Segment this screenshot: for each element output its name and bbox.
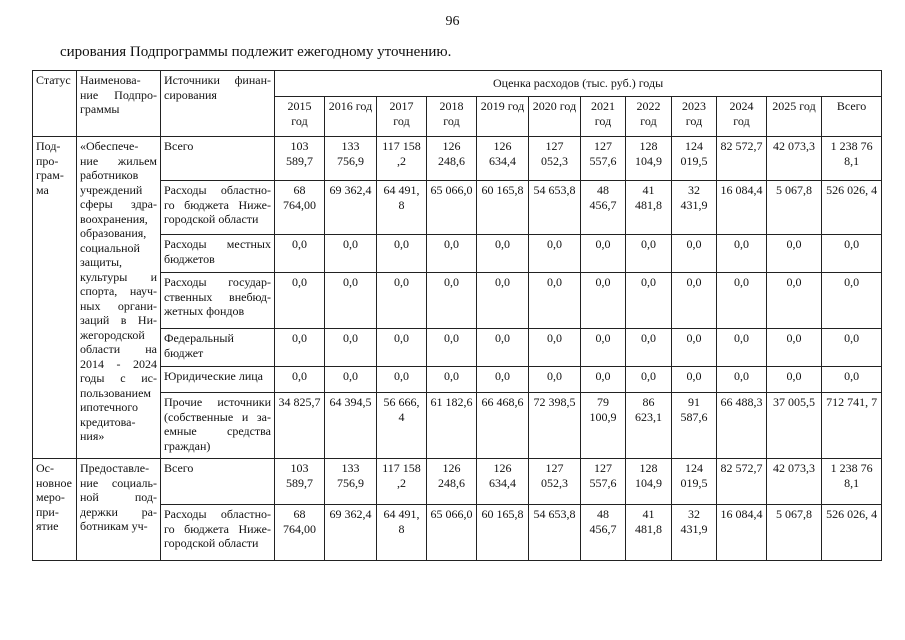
value-cell: 48 456,7 (581, 181, 626, 235)
value-cell: 0,0 (767, 273, 822, 329)
value-cell: 82 572,7 (717, 459, 767, 505)
header-year: 2024 год (717, 97, 767, 137)
value-cell: 0,0 (477, 273, 529, 329)
table-row (33, 137, 882, 181)
value-cell: 0,0 (672, 329, 717, 367)
value-cell: 124 019,5 (672, 137, 717, 181)
value-cell: 69 362,4 (325, 181, 377, 235)
header-year: Всего (822, 97, 882, 137)
header-name: Наименова- ние Подпро- граммы (77, 71, 161, 137)
funding-source-cell: Всего (161, 459, 275, 505)
value-cell: 54 653,8 (529, 505, 581, 561)
table-row (33, 181, 882, 235)
value-cell: 0,0 (626, 273, 672, 329)
value-cell: 526 026, 4 (822, 505, 882, 561)
value-cell: 16 084,4 (717, 505, 767, 561)
header-year: 2019 год (477, 97, 529, 137)
value-cell: 0,0 (717, 273, 767, 329)
value-cell: 64 394,5 (325, 393, 377, 459)
header-year: 2017 год (377, 97, 427, 137)
value-cell: 60 165,8 (477, 505, 529, 561)
value-cell: 82 572,7 (717, 137, 767, 181)
value-cell: 61 182,6 (427, 393, 477, 459)
value-cell: 54 653,8 (529, 181, 581, 235)
funding-source-cell: Расходы областно- го бюджета Ниже- городской области (161, 181, 275, 235)
value-cell: 0,0 (581, 367, 626, 393)
value-cell: 0,0 (275, 367, 325, 393)
value-cell: 42 073,3 (767, 137, 822, 181)
value-cell: 0,0 (377, 329, 427, 367)
value-cell: 68 764,00 (275, 505, 325, 561)
table-row (33, 367, 882, 393)
header-estimate: Оценка расходов (тыс. руб.) годы (275, 71, 882, 97)
value-cell: 0,0 (529, 367, 581, 393)
value-cell: 0,0 (581, 235, 626, 273)
program-name-cell: Предоставле- ние социаль- ной под- держки ра- ботникам уч- (77, 459, 161, 561)
table-row (33, 235, 882, 273)
header-year: 2022 год (626, 97, 672, 137)
table-row (33, 329, 882, 367)
value-cell: 48 456,7 (581, 505, 626, 561)
value-cell: 0,0 (529, 329, 581, 367)
value-cell: 72 398,5 (529, 393, 581, 459)
value-cell: 41 481,8 (626, 181, 672, 235)
value-cell: 126 634,4 (477, 137, 529, 181)
value-cell: 126 248,6 (427, 137, 477, 181)
header-year: 2018 год (427, 97, 477, 137)
value-cell: 0,0 (427, 367, 477, 393)
value-cell: 133 756,9 (325, 459, 377, 505)
value-cell: 0,0 (275, 329, 325, 367)
value-cell: 0,0 (717, 329, 767, 367)
value-cell: 0,0 (275, 235, 325, 273)
value-cell: 133 756,9 (325, 137, 377, 181)
value-cell: 0,0 (767, 329, 822, 367)
value-cell: 0,0 (822, 367, 882, 393)
value-cell: 64 491, 8 (377, 181, 427, 235)
value-cell: 712 741, 7 (822, 393, 882, 459)
header-year: 2021 год (581, 97, 626, 137)
value-cell: 0,0 (672, 235, 717, 273)
value-cell: 5 067,8 (767, 181, 822, 235)
table-row (33, 459, 882, 505)
funding-source-cell: Всего (161, 137, 275, 181)
value-cell: 0,0 (325, 273, 377, 329)
value-cell: 0,0 (822, 273, 882, 329)
header-year: 2020 год (529, 97, 581, 137)
value-cell: 1 238 76 8,1 (822, 137, 882, 181)
value-cell: 128 104,9 (626, 459, 672, 505)
value-cell: 127 052,3 (529, 137, 581, 181)
value-cell: 65 066,0 (427, 181, 477, 235)
value-cell: 1 238 76 8,1 (822, 459, 882, 505)
value-cell: 65 066,0 (427, 505, 477, 561)
value-cell: 0,0 (626, 235, 672, 273)
header-status: Статус (33, 71, 77, 137)
value-cell: 127 052,3 (529, 459, 581, 505)
value-cell: 0,0 (477, 329, 529, 367)
value-cell: 0,0 (581, 329, 626, 367)
value-cell: 0,0 (529, 273, 581, 329)
value-cell: 68 764,00 (275, 181, 325, 235)
header-sources: Источники финан- сирования (161, 71, 275, 137)
value-cell: 0,0 (626, 367, 672, 393)
header-year: 2016 год (325, 97, 377, 137)
expenditure-table (32, 70, 882, 561)
value-cell: 0,0 (325, 329, 377, 367)
page-number: 96 (445, 14, 460, 29)
header-year: 2023 год (672, 97, 717, 137)
value-cell: 79 100,9 (581, 393, 626, 459)
value-cell: 0,0 (581, 273, 626, 329)
value-cell: 41 481,8 (626, 505, 672, 561)
funding-source-cell: Прочие источники (собственные и за- емные средства граждан) (161, 393, 275, 459)
funding-source-cell: Расходы государ- ственных внебюд- жетных фондов (161, 273, 275, 329)
value-cell: 0,0 (325, 367, 377, 393)
value-cell: 0,0 (477, 367, 529, 393)
value-cell: 0,0 (822, 235, 882, 273)
value-cell: 0,0 (767, 235, 822, 273)
header-year: 2025 год (767, 97, 822, 137)
value-cell: 0,0 (626, 329, 672, 367)
value-cell: 526 026, 4 (822, 181, 882, 235)
value-cell: 66 488,3 (717, 393, 767, 459)
status-cell: Под- про- грам- ма (33, 137, 77, 459)
value-cell: 0,0 (427, 329, 477, 367)
value-cell: 56 666, 4 (377, 393, 427, 459)
value-cell: 66 468,6 (477, 393, 529, 459)
value-cell: 34 825,7 (275, 393, 325, 459)
value-cell: 103 589,7 (275, 459, 325, 505)
value-cell: 5 067,8 (767, 505, 822, 561)
value-cell: 126 248,6 (427, 459, 477, 505)
value-cell: 0,0 (529, 235, 581, 273)
funding-source-cell: Федеральный бюджет (161, 329, 275, 367)
value-cell: 91 587,6 (672, 393, 717, 459)
value-cell: 16 084,4 (717, 181, 767, 235)
value-cell: 117 158 ,2 (377, 459, 427, 505)
funding-source-cell: Расходы областно- го бюджета Ниже- городской области (161, 505, 275, 561)
value-cell: 32 431,9 (672, 181, 717, 235)
table-row (33, 393, 882, 459)
funding-source-cell: Юридические лица (161, 367, 275, 393)
status-cell: Ос- новное меро- при- ятие (33, 459, 77, 561)
value-cell: 0,0 (325, 235, 377, 273)
value-cell: 0,0 (275, 273, 325, 329)
value-cell: 0,0 (477, 235, 529, 273)
value-cell: 0,0 (427, 273, 477, 329)
value-cell: 124 019,5 (672, 459, 717, 505)
value-cell: 0,0 (822, 329, 882, 367)
value-cell: 117 158 ,2 (377, 137, 427, 181)
value-cell: 0,0 (717, 235, 767, 273)
intro-text: сирования Подпрограммы подлежит ежегодному уточнению. (60, 44, 452, 60)
value-cell: 37 005,5 (767, 393, 822, 459)
value-cell: 127 557,6 (581, 459, 626, 505)
value-cell: 126 634,4 (477, 459, 529, 505)
value-cell: 42 073,3 (767, 459, 822, 505)
value-cell: 32 431,9 (672, 505, 717, 561)
value-cell: 0,0 (672, 367, 717, 393)
value-cell: 128 104,9 (626, 137, 672, 181)
value-cell: 0,0 (377, 273, 427, 329)
table-row (33, 273, 882, 329)
funding-source-cell: Расходы местных бюджетов (161, 235, 275, 273)
value-cell: 0,0 (377, 367, 427, 393)
table-row (33, 505, 882, 561)
value-cell: 0,0 (377, 235, 427, 273)
header-row-1 (33, 71, 882, 97)
value-cell: 64 491, 8 (377, 505, 427, 561)
value-cell: 0,0 (672, 273, 717, 329)
header-year: 2015 год (275, 97, 325, 137)
value-cell: 103 589,7 (275, 137, 325, 181)
value-cell: 127 557,6 (581, 137, 626, 181)
program-name-cell: «Обеспече- ние жильем работников учреждений сферы здра- воохранения, образования, социальной защиты, культуры и спорта, науч- ных органи- заций в Ни- жегородской области на 2014 - 2024 годы с ис- пользованием ипотечного кредитова- ния» (77, 137, 161, 459)
value-cell: 0,0 (767, 367, 822, 393)
value-cell: 69 362,4 (325, 505, 377, 561)
value-cell: 86 623,1 (626, 393, 672, 459)
value-cell: 0,0 (427, 235, 477, 273)
value-cell: 0,0 (717, 367, 767, 393)
value-cell: 60 165,8 (477, 181, 529, 235)
